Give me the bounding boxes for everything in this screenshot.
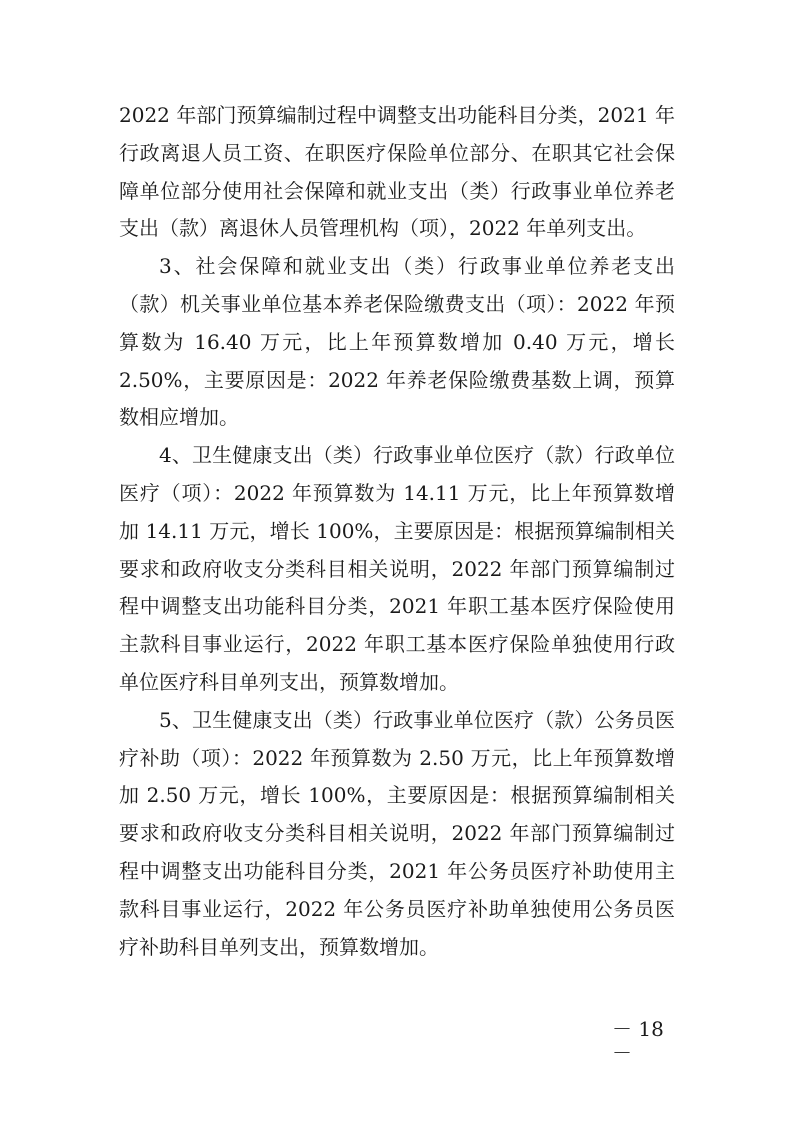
paragraph-item-3: 3、社会保障和就业支出（类）行政事业单位养老支出（款）机关事业单位基本养老保险缴费支出（项）：2022 年预算数为 16.40 万元，比上年预算数增加 0.40 万元，增长 2.50%，主要原因是：2022 年养老保险缴费基数上调，预算数相应增加。 — [119, 254, 675, 430]
paragraph-item-5: 5、卫生健康支出（类）行政事业单位医疗（款）公务员医疗补助（项）：2022 年预算数为 2.50 万元，比上年预算数增加 2.50 万元，增长 100%，主要原因是：根据预算编制相关要求和政府收支分类科目相关说明，2022 年部门预算编制过程中调整支出功能科目分类，2021 年公务员医疗补助使用主款科目事业运行，2022 年公务员医疗补助单独使用公务员医疗补助科目单列支出，预算数增加。 — [119, 707, 675, 959]
body-text — [119, 97, 675, 966]
paragraph-item-4: 4、卫生健康支出（类）行政事业单位医疗（款）行政单位医疗（项）：2022 年预算数为 14.11 万元，比上年预算数增加 14.11 万元，增长 100%，主要原因是：根据预算编制相关要求和政府收支分类科目相关说明，2022 年部门预算编制过程中调整支出功能科目分类，2021 年职工基本医疗保险使用主款科目事业运行，2022 年职工基本医疗保险单独使用行政单位医疗科目单列支出，预算数增加。 — [119, 443, 675, 694]
paragraph-continuation: 2022 年部门预算编制过程中调整支出功能科目分类，2021 年行政离退人员工资、在职医疗保险单位部分、在职其它社会保障单位部分使用社会保障和就业支出（类）行政事业单位养老支出（款）离退休人员管理机构（项），2022 年单列支出。 — [119, 103, 675, 241]
page-number: － 18 － — [612, 1017, 664, 1065]
